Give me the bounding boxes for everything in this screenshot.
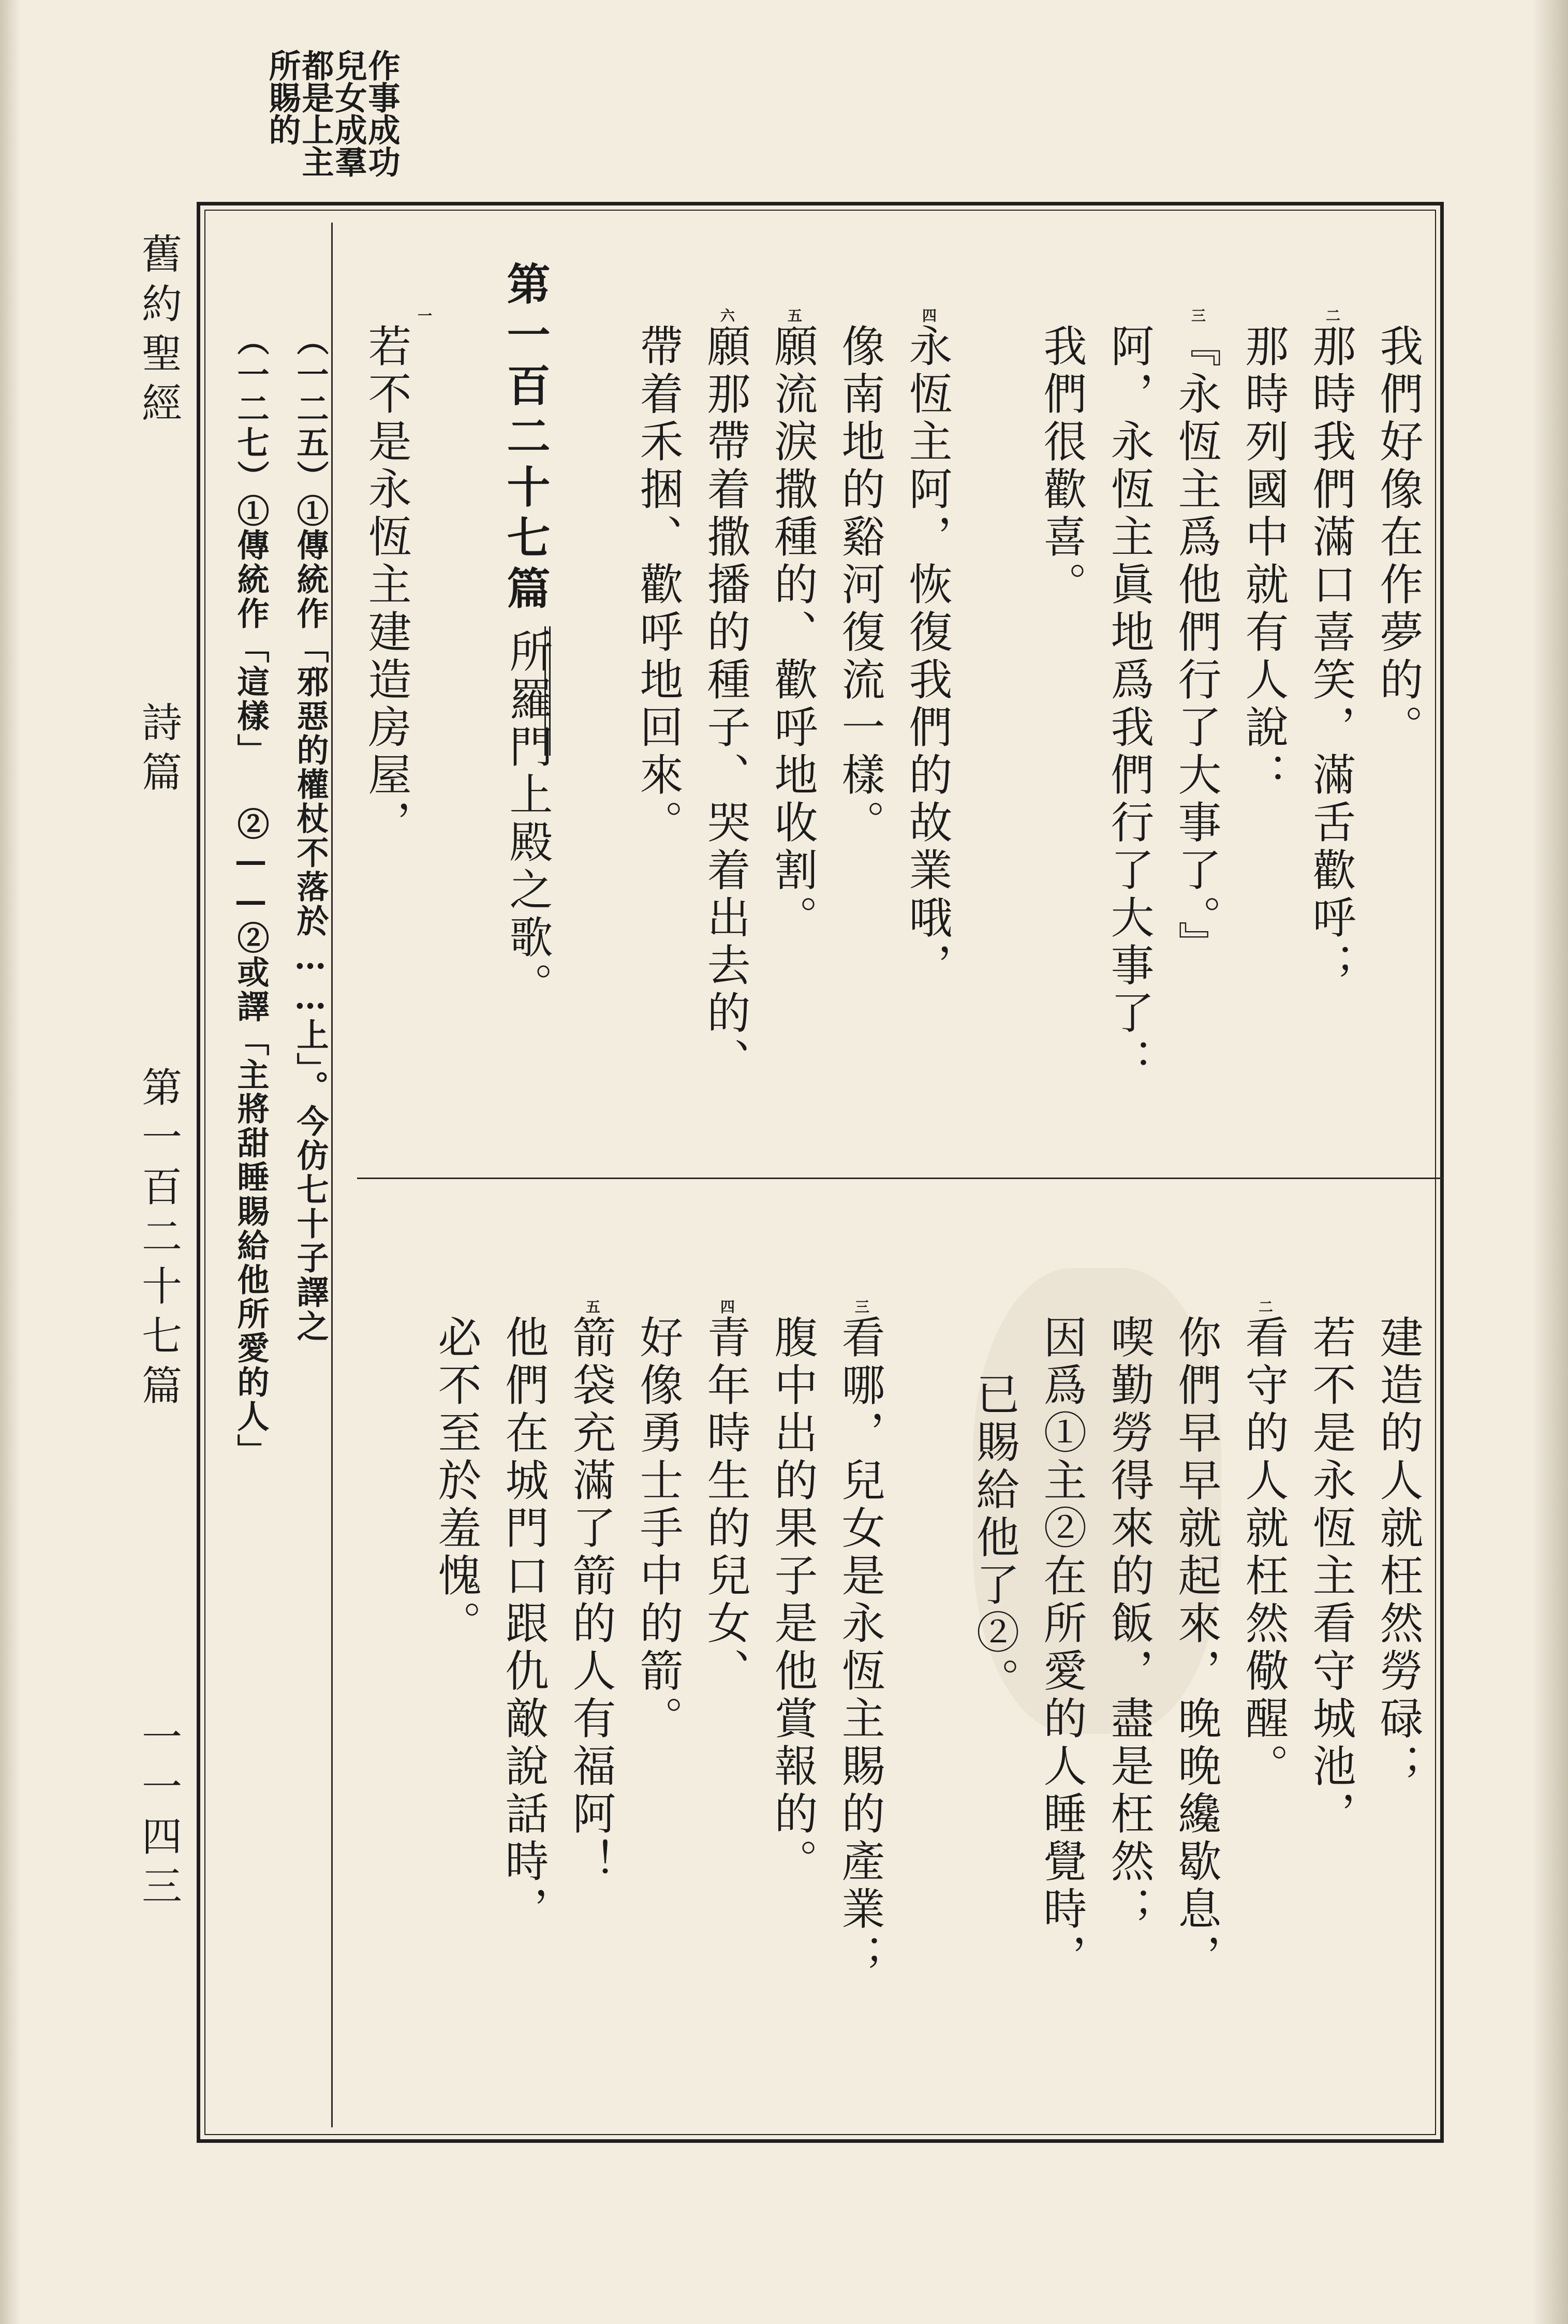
verse-line: 青年時生的兒女、 [700, 1315, 751, 1696]
psalm-subtitle: 所羅門上殿之歌。 [502, 629, 553, 1010]
verse-line: 若不是永恆主看守城池， [1306, 1315, 1356, 1838]
verse-line: 永恆主阿，恢復我們的故業哦， [902, 323, 953, 990]
verse-line: 已賜給他了②。 [969, 1372, 1020, 1705]
verse-line: 『永恆主爲他們行了大事了。』 [1171, 323, 1222, 968]
verse-line: 好像勇士手中的箭。 [633, 1315, 684, 1743]
page-edge-right [1532, 0, 1568, 2324]
verse-number: 三 [1189, 308, 1206, 322]
running-header-page: 一一四三 [135, 1716, 182, 1915]
verse-number: 一 [416, 308, 433, 322]
verse-line: 我們好像在作夢的。 [1373, 323, 1424, 752]
running-header-section: 詩篇 [135, 701, 182, 801]
verse-line: 建造的人就枉然勞碌； [1373, 1315, 1424, 1791]
verse-line: 你們早早就起來，晚晚纔歇息， [1171, 1315, 1222, 1981]
verse-line: 我們很歡喜。 [1037, 323, 1087, 609]
verse-line: 像南地的谿河復流一樣。 [835, 323, 885, 847]
verse-number: 三 [853, 1299, 870, 1314]
verse-line: 那時列國中就有人說： [1238, 323, 1289, 800]
verse-number: 二 [1256, 1299, 1274, 1314]
verse-line: 帶着禾捆、歡呼地回來。 [633, 323, 684, 847]
footnote: （一二七）①傳統作「這樣」 ②——②或譯「主將甜睡賜給他所愛的人」 [232, 323, 270, 1468]
verse-line: 因爲①主②在所愛的人睡覺時， [1037, 1315, 1087, 1981]
verse-line: 若不是永恆主建造房屋， [361, 323, 412, 847]
verse-number: 五 [584, 1299, 601, 1314]
verse-number: 二 [1324, 308, 1341, 322]
margin-note-col-4: 所賜的 [263, 49, 301, 145]
margin-note-col-1: 作事成功 [363, 49, 401, 178]
verse-number: 四 [718, 1299, 735, 1314]
verse-line: 看守的人就枉然儆醒。 [1238, 1315, 1289, 1791]
verse-line: 那時我們滿口喜笑，滿舌歡呼； [1306, 323, 1356, 990]
margin-note-col-2: 兒女成羣 [330, 49, 367, 178]
margin-note-col-3: 都是上主 [297, 49, 334, 178]
verse-line: 必不至於羞愧。 [431, 1315, 482, 1648]
verse-line: 腹中出的果子是他賞報的。 [767, 1315, 818, 1886]
footnote: （一二五）①傳統作「邪惡的權杖不落於……上」。今仿七十子譯之 [291, 323, 329, 1344]
running-header-chapter: 第一百二十七篇 [135, 1066, 182, 1414]
verse-number: 五 [786, 308, 803, 322]
section-divider [357, 1178, 1444, 1179]
verse-line: 箭袋充滿了箭的人有福阿！ [566, 1315, 616, 1886]
verse-line: 阿，永恆主眞地爲我們行了大事了： [1104, 323, 1155, 1085]
page-edge-shadow [0, 0, 21, 2324]
verse-line: 喫勤勞得來的飯，盡是枉然； [1104, 1315, 1155, 1934]
verse-number: 六 [718, 308, 735, 322]
verse-line: 看哪，兒女是永恆主賜的產業； [835, 1315, 885, 1981]
verse-number: 四 [920, 308, 937, 322]
verse-line: 他們在城門口跟仇敵說話時， [498, 1315, 549, 1934]
psalm-title: 第一百二十七篇 [500, 261, 551, 616]
verse-line: 願流淚撒種的、歡呼地收割。 [767, 323, 818, 943]
running-header-book: 舊約聖經 [135, 233, 182, 432]
verse-line: 願那帶着撒播的種子、哭着出去的、 [700, 323, 751, 1085]
